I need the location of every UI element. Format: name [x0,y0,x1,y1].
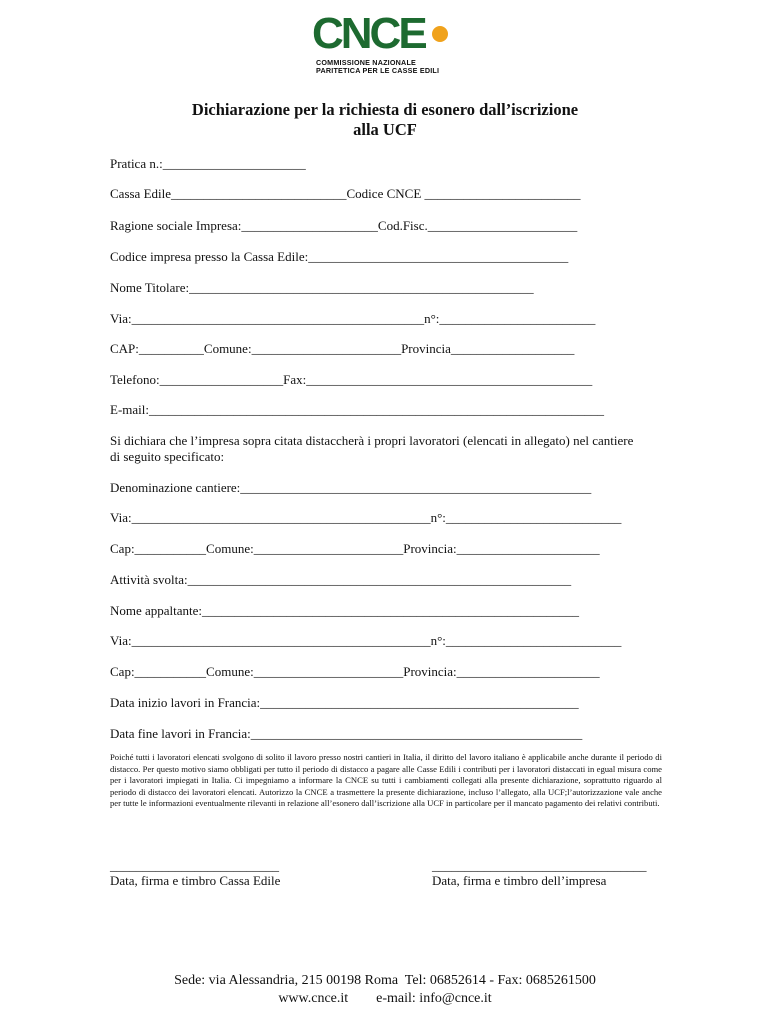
logo-wordmark: CNCE [312,9,425,58]
via-field-cantiere[interactable]: Via:______________________________________________n°:___________________________ [110,510,622,525]
codice-impresa-field[interactable]: Codice impresa presso la Cassa Edile:________________________________________ [110,249,569,264]
cap-comune-provincia-field-impresa[interactable]: CAP:__________Comune:_______________________Provincia___________________ [110,341,575,356]
ragione-sociale-codfisc-field[interactable]: Ragione sociale Impresa:_____________________Cod.Fisc._______________________ [110,218,578,233]
attivita-svolta-field[interactable]: Attività svolta:___________________________________________________________ [110,572,572,587]
via-field-appaltante[interactable]: Via:______________________________________________n°:___________________________ [110,633,622,648]
dichiarazione-paragraph: Si dichiara che l’impresa sopra citata distaccherà i propri lavoratori (elencati in allegato) nel cantiere di seguito specificato: [110,433,634,464]
signature-line-cassa-edile[interactable]: __________________________ [110,858,279,873]
via-field-impresa[interactable]: Via:_____________________________________________n°:________________________ [110,311,596,326]
data-fine-lavori-field[interactable]: Data fine lavori in Francia:___________________________________________________ [110,726,583,741]
nome-appaltante-field[interactable]: Nome appaltante:__________________________________________________________ [110,603,580,618]
logo-orange-dot [432,26,448,42]
document-title-line1: Dichiarazione per la richiesta di esonero dall’iscrizione [191,100,579,119]
cassa-edile-codice-cnce-field[interactable]: Cassa Edile___________________________Codice CNCE ________________________ [110,186,581,201]
signature-label-cassa-edile: Data, firma e timbro Cassa Edile [110,873,281,888]
notice-paragraph: Poiché tutti i lavoratori elencati svolgono di solito il lavoro presso nostri cantieri in Italia, il diritto del lavoro italiano è applicabile anche durante il periodo di distacco. Per questo motivo siamo obbligati per tutto il periodo di distacco a pagare alle Casse Edili i contributi per i lavoratori distaccati in egual misura come per i lavoratori impiegati in Italia. Ci impegniamo a informare la CNCE su tutti i cambiamenti collegati alla presente dichiarazione, soprattutto riguardo al periodo di distacco dei lavoratori elencati. Autorizzo la CNCE a trasmettere la presente dichiarazione, incluso l’allegato, alla UCF;l’autorizzazione vale anche per tutte le informazioni eventualmente rilevanti in relazione all’esonero dall’iscrizione alla UCF in particolare per il mancato pagamento dei relativi contributi. [110,752,662,808]
logo-subtitle-line1: COMMISSIONE NAZIONALE [316,58,417,67]
signature-line-impresa[interactable]: _________________________________ [432,858,647,873]
document-title-line2: alla UCF [353,120,417,139]
footer-contacts: www.cnce.it e-mail: info@cnce.it [278,991,492,1006]
footer-address: Sede: via Alessandria, 215 00198 Roma Tel: 06852614 - Fax: 0685261500 [174,973,596,988]
cap-comune-provincia-field-cantiere[interactable]: Cap:___________Comune:_______________________Provincia:______________________ [110,541,600,556]
cnce-logo [312,9,452,75]
data-inizio-lavori-field[interactable]: Data inizio lavori in Francia:_________________________________________________ [110,695,579,710]
telefono-fax-field[interactable]: Telefono:___________________Fax:____________________________________________ [110,372,593,387]
nome-titolare-field[interactable]: Nome Titolare:_____________________________________________________ [110,280,534,295]
logo-subtitle-line2: PARITETICA PER LE CASSE EDILI [316,66,440,75]
email-field[interactable]: E-mail:______________________________________________________________________ [110,402,604,417]
pratica-field[interactable]: Pratica n.:______________________ [110,156,306,171]
denominazione-cantiere-field[interactable]: Denominazione cantiere:______________________________________________________ [110,480,592,495]
signature-label-impresa: Data, firma e timbro dell’impresa [432,873,607,888]
cap-comune-provincia-field-appaltante[interactable]: Cap:___________Comune:_______________________Provincia:______________________ [110,664,600,679]
